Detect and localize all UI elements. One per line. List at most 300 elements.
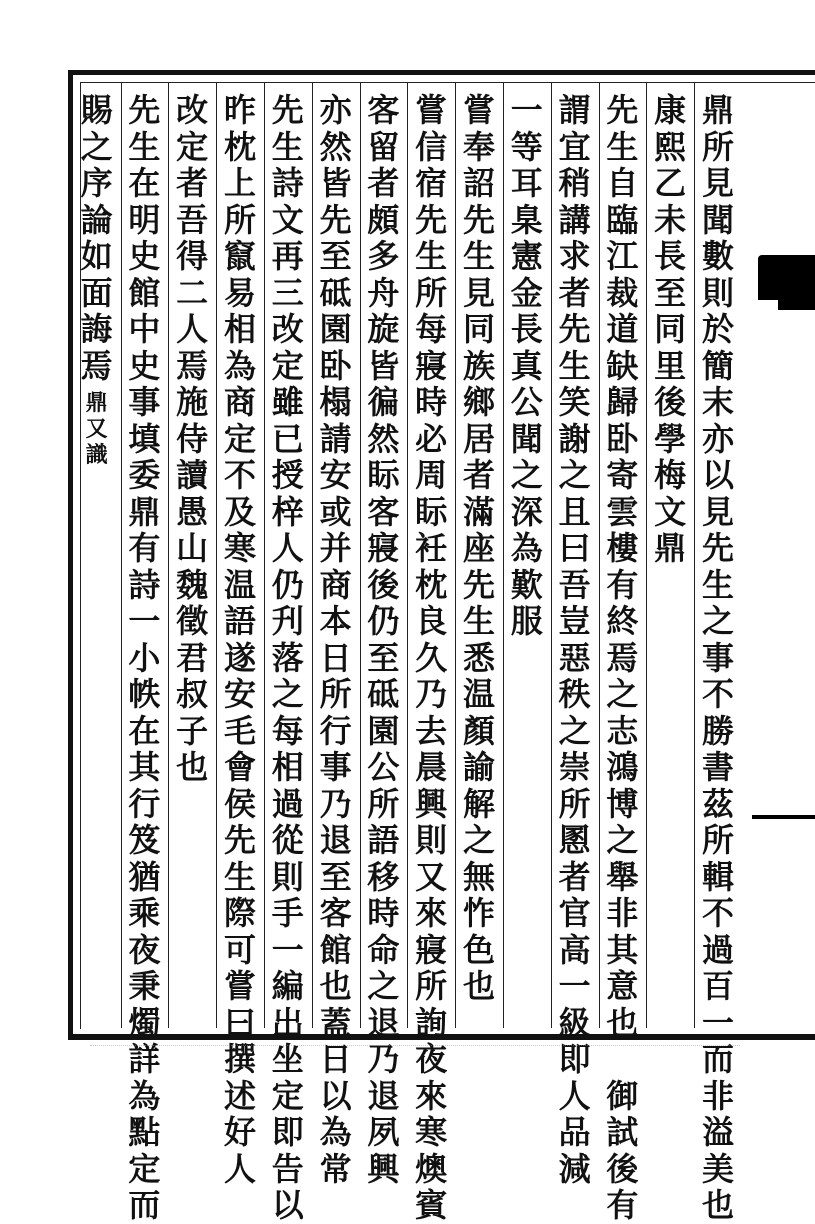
glyph: 寒	[223, 529, 256, 567]
glyph: 憲	[510, 237, 543, 275]
glyph: 點	[128, 1113, 161, 1151]
glyph: 里	[654, 346, 687, 385]
glyph: 先	[701, 529, 734, 567]
glyph: 夜	[415, 1040, 448, 1078]
glyph: 文	[654, 492, 687, 531]
glyph: 曰	[558, 529, 591, 567]
glyph: 生	[558, 346, 591, 385]
glyph: 留	[367, 127, 400, 166]
glyph: 客	[319, 894, 352, 932]
glyph: 人	[223, 1149, 256, 1188]
glyph: 砥	[367, 675, 400, 713]
glyph: 豈	[558, 602, 591, 640]
glyph: 以	[271, 1186, 304, 1224]
glyph: 蓋	[319, 1003, 352, 1042]
glyph: 而	[128, 1186, 161, 1224]
glyph: 亦	[701, 419, 734, 458]
glyph: 生	[415, 237, 448, 275]
glyph: 長	[654, 237, 687, 275]
glyph: 寢	[367, 529, 400, 567]
glyph: 夙	[367, 1113, 400, 1151]
glyph: 百	[701, 967, 734, 1005]
glyph: 乃	[415, 675, 448, 713]
glyph: 鼎	[128, 492, 161, 531]
glyph: 三	[271, 273, 304, 312]
glyph: 見	[462, 273, 495, 312]
glyph: 者	[176, 164, 209, 202]
glyph: 居	[462, 419, 495, 458]
glyph: 事	[319, 748, 352, 786]
glyph: 史	[128, 237, 161, 275]
glyph: 見	[701, 164, 734, 202]
glyph: 燭	[128, 1003, 161, 1042]
text-column-6	[458, 92, 500, 1005]
glyph: 晨	[415, 748, 448, 786]
glyph: 一	[558, 967, 591, 1005]
glyph: 臬	[510, 200, 543, 239]
text-column-10	[267, 92, 309, 1224]
glyph: 寄	[606, 456, 639, 494]
glyph: 耳	[510, 164, 543, 202]
glyph: 乘	[128, 894, 161, 932]
glyph: 吾	[558, 565, 591, 604]
glyph: 歸	[606, 383, 639, 421]
glyph: 寢	[415, 346, 448, 385]
glyph: 過	[271, 784, 304, 823]
glyph: 所	[415, 273, 448, 312]
glyph: 手	[271, 894, 304, 932]
glyph: 信	[415, 127, 448, 166]
glyph: 雖	[271, 383, 304, 421]
glyph: 生	[223, 857, 256, 896]
glyph: 本	[319, 602, 352, 640]
glyph: 者	[367, 164, 400, 202]
glyph: 過	[701, 930, 734, 969]
glyph: 或	[319, 492, 352, 531]
glyph: 先	[223, 821, 256, 859]
glyph: 末	[701, 383, 734, 421]
glyph: 再	[271, 237, 304, 275]
glyph: 多	[367, 237, 400, 275]
glyph: 級	[558, 1003, 591, 1042]
glyph: 愚	[176, 492, 209, 531]
glyph: 服	[510, 602, 543, 640]
glyph: 每	[271, 711, 304, 750]
glyph: 去	[415, 711, 448, 750]
glyph: 之	[558, 456, 591, 494]
glyph: 詔	[462, 164, 495, 202]
glyph: 之	[558, 711, 591, 750]
glyph: 帙	[128, 675, 161, 713]
glyph: 後	[606, 1149, 639, 1188]
glyph: 則	[415, 821, 448, 859]
glyph: 明	[128, 200, 161, 239]
glyph: 先	[462, 565, 495, 604]
glyph: 并	[319, 529, 352, 567]
glyph: 枕	[223, 127, 256, 166]
glyph: 然	[319, 127, 352, 166]
glyph: 然	[367, 419, 400, 458]
glyph: 人	[176, 310, 209, 348]
glyph: 先	[128, 91, 161, 129]
glyph: 卧	[606, 419, 639, 458]
glyph: 先	[319, 200, 352, 239]
glyph: 其	[128, 748, 161, 786]
glyph: 山	[176, 529, 209, 567]
column-rule	[264, 82, 265, 1028]
glyph: 美	[701, 1149, 734, 1188]
glyph: 試	[606, 1113, 639, 1151]
glyph: 魏	[176, 565, 209, 604]
column-rule	[551, 82, 552, 1028]
glyph: 乙	[654, 164, 687, 202]
glyph: 博	[606, 784, 639, 823]
glyph: 落	[271, 638, 304, 677]
glyph: 温	[462, 675, 495, 713]
glyph: 告	[271, 1149, 304, 1188]
glyph: 已	[271, 419, 304, 458]
text-column-4	[554, 92, 596, 1187]
glyph: 仍	[367, 602, 400, 640]
glyph: 興	[367, 1149, 400, 1188]
glyph: 温	[223, 565, 256, 604]
glyph: 面	[80, 273, 113, 312]
glyph: 所	[701, 821, 734, 859]
glyph: 眎	[367, 456, 400, 494]
glyph: 之	[606, 675, 639, 713]
glyph: 序	[80, 164, 113, 202]
glyph: 公	[367, 748, 400, 786]
glyph: 深	[510, 492, 543, 531]
glyph: 上	[223, 164, 256, 202]
glyph: 秩	[558, 675, 591, 713]
glyph: 皆	[319, 164, 352, 202]
glyph: 為	[223, 346, 256, 385]
glyph: 秉	[128, 967, 161, 1005]
glyph: 書	[701, 748, 734, 786]
glyph: 一	[271, 930, 304, 969]
glyph: 怍	[462, 894, 495, 932]
glyph: 乃	[319, 784, 352, 823]
glyph: 之	[462, 821, 495, 859]
glyph: 也	[176, 748, 209, 786]
glyph: 宜	[558, 127, 591, 166]
glyph: 事	[701, 638, 734, 677]
glyph: 猶	[128, 857, 161, 896]
glyph: 可	[223, 930, 256, 969]
glyph: 滿	[462, 492, 495, 531]
glyph: 者	[462, 456, 495, 494]
glyph: 客	[367, 492, 400, 531]
glyph: 子	[176, 711, 209, 750]
glyph: 宿	[415, 164, 448, 202]
scan-noise	[90, 1045, 740, 1047]
glyph: 有	[606, 1186, 639, 1224]
glyph: 至	[367, 638, 400, 677]
glyph: 舉	[606, 857, 639, 896]
glyph: 者	[558, 273, 591, 312]
signature: 鼎 又 識	[85, 390, 108, 468]
glyph: 徧	[367, 383, 400, 421]
glyph: 舟	[367, 273, 400, 312]
glyph: 行	[128, 784, 161, 823]
glyph: 謝	[558, 419, 591, 458]
glyph: 之	[80, 127, 113, 166]
glyph: 興	[415, 784, 448, 823]
glyph: 生	[128, 127, 161, 166]
glyph: 生	[701, 565, 734, 604]
glyph: 又	[415, 857, 448, 896]
glyph: 定	[223, 419, 256, 458]
glyph: 定	[128, 1149, 161, 1188]
glyph: 則	[271, 857, 304, 896]
glyph: 鴻	[606, 748, 639, 786]
glyph: 一	[510, 91, 543, 129]
glyph: 之	[701, 602, 734, 640]
text-column-9	[315, 92, 357, 1187]
glyph: 編	[271, 967, 304, 1005]
glyph: 施	[176, 383, 209, 421]
glyph: 久	[415, 638, 448, 677]
glyph: 自	[606, 164, 639, 202]
column-rule	[694, 82, 695, 1028]
glyph: 會	[223, 748, 256, 786]
glyph: 所	[223, 200, 256, 239]
glyph: 也	[462, 967, 495, 1005]
glyph: 不	[223, 456, 256, 494]
text-column-1	[697, 92, 739, 1224]
glyph: 非	[701, 1076, 734, 1115]
glyph: 生	[271, 127, 304, 166]
text-column-12	[171, 92, 213, 786]
glyph: 同	[462, 310, 495, 348]
glyph: 定	[271, 346, 304, 385]
glyph: 砥	[319, 273, 352, 312]
glyph: 聞	[510, 419, 543, 458]
glyph: 君	[176, 638, 209, 677]
text-column-8	[362, 92, 404, 1187]
glyph: 之	[367, 967, 400, 1005]
glyph: 康	[654, 91, 687, 129]
text-column-13	[123, 92, 165, 1224]
column-rule	[121, 82, 122, 1028]
glyph: 命	[367, 930, 400, 969]
text-column-11	[219, 92, 261, 1187]
fold-edge-gap	[758, 300, 778, 352]
glyph: 也	[701, 1186, 734, 1224]
glyph: 授	[271, 456, 304, 494]
glyph: 詩	[128, 565, 161, 604]
glyph: 意	[606, 967, 639, 1005]
text-column-14	[76, 92, 118, 468]
glyph: 以	[701, 456, 734, 494]
text-column-5	[506, 92, 548, 640]
glyph: 際	[223, 894, 256, 932]
glyph: 笈	[128, 821, 161, 859]
glyph: 出	[271, 1003, 304, 1042]
glyph: 之	[271, 675, 304, 713]
glyph: 至	[319, 857, 352, 896]
glyph: 先	[558, 310, 591, 348]
glyph: 簡	[701, 346, 734, 385]
glyph: 徵	[176, 602, 209, 640]
glyph: 所	[319, 675, 352, 713]
glyph: 嘗	[462, 91, 495, 129]
glyph: 鄉	[462, 383, 495, 421]
glyph: 慁	[558, 821, 591, 859]
glyph: 官	[558, 894, 591, 932]
glyph: 定	[176, 127, 209, 166]
glyph: 詩	[271, 164, 304, 202]
glyph: 笑	[558, 383, 591, 421]
glyph: 所	[558, 784, 591, 823]
glyph: 樓	[606, 529, 639, 567]
glyph: 金	[510, 273, 543, 312]
glyph: 不	[701, 675, 734, 713]
glyph: 未	[654, 200, 687, 239]
glyph: 輯	[701, 857, 734, 896]
glyph: 論	[80, 200, 113, 239]
glyph: 公	[510, 383, 543, 421]
glyph: 旋	[367, 310, 400, 348]
glyph: 亦	[319, 91, 352, 129]
glyph: 日	[319, 1040, 352, 1078]
glyph: 所	[415, 967, 448, 1005]
glyph: 座	[462, 529, 495, 567]
glyph: 族	[462, 346, 495, 385]
glyph: 即	[558, 1040, 591, 1078]
glyph: 詳	[128, 1040, 161, 1078]
glyph: 生	[606, 127, 639, 166]
column-rule	[407, 82, 408, 1028]
glyph: 述	[223, 1076, 256, 1115]
glyph: 園	[319, 310, 352, 348]
glyph: 刋	[271, 602, 304, 640]
glyph: 一	[701, 1003, 734, 1042]
glyph: 行	[319, 711, 352, 750]
text-column-3	[601, 92, 643, 1224]
fold-edge-line	[752, 815, 815, 819]
glyph: 頗	[367, 200, 400, 239]
glyph: 乃	[367, 1040, 400, 1078]
glyph: 嘗	[415, 91, 448, 129]
glyph: 裁	[606, 273, 639, 312]
glyph: 謂	[558, 91, 591, 129]
glyph: 商	[223, 383, 256, 421]
glyph: 焉	[80, 346, 113, 385]
glyph: 雲	[606, 492, 639, 531]
glyph: 商	[319, 565, 352, 604]
glyph: 志	[606, 711, 639, 750]
glyph: 定	[271, 1076, 304, 1115]
glyph: 者	[558, 857, 591, 896]
glyph: 嘗	[223, 967, 256, 1005]
glyph: 館	[128, 273, 161, 312]
glyph: 梓	[271, 492, 304, 531]
glyph: 先	[606, 91, 639, 129]
glyph: 良	[415, 602, 448, 640]
column-rule	[503, 82, 504, 1028]
glyph: 語	[223, 602, 256, 640]
glyph: 必	[415, 419, 448, 458]
glyph: 稍	[558, 164, 591, 202]
glyph: 安	[223, 675, 256, 713]
glyph: 如	[80, 237, 113, 275]
glyph: 道	[606, 310, 639, 348]
glyph: 先	[415, 200, 448, 239]
glyph: 也	[319, 967, 352, 1005]
glyph: 即	[271, 1113, 304, 1151]
glyph: 諭	[462, 748, 495, 786]
glyph: 侍	[176, 419, 209, 458]
glyph: 填	[128, 419, 161, 458]
glyph: 高	[558, 930, 591, 969]
glyph: 數	[701, 237, 734, 275]
glyph: 撰	[223, 1040, 256, 1078]
glyph: 遂	[223, 638, 256, 677]
glyph: 榻	[319, 383, 352, 421]
glyph: 為	[128, 1076, 161, 1115]
glyph: 鼎	[701, 91, 734, 129]
glyph: 非	[606, 894, 639, 932]
glyph: 坐	[271, 1040, 304, 1078]
glyph: 來	[415, 894, 448, 932]
glyph: 熙	[654, 127, 687, 166]
glyph: 卧	[319, 346, 352, 385]
glyph: 衽	[415, 529, 448, 567]
glyph: 在	[128, 711, 161, 750]
glyph: 易	[223, 273, 256, 312]
glyph: 求	[558, 237, 591, 275]
glyph: 從	[271, 821, 304, 859]
glyph: 生	[462, 602, 495, 640]
glyph: 燠	[415, 1149, 448, 1188]
glyph: 枕	[415, 565, 448, 604]
glyph: 讀	[176, 456, 209, 494]
glyph: 焉	[606, 638, 639, 677]
glyph: 鼎	[654, 529, 687, 567]
glyph: 園	[367, 711, 400, 750]
glyph: 日	[319, 638, 352, 677]
glyph: 於	[701, 310, 734, 348]
glyph: 所	[701, 127, 734, 166]
glyph: 至	[319, 237, 352, 275]
glyph: 好	[223, 1113, 256, 1151]
glyph: 安	[319, 456, 352, 494]
column-rule	[312, 82, 313, 1028]
glyph: 竄	[223, 237, 256, 275]
column-rule	[646, 82, 647, 1028]
glyph: 在	[128, 164, 161, 202]
glyph: 常	[319, 1149, 352, 1188]
glyph: 賓	[415, 1186, 448, 1224]
glyph: 則	[701, 273, 734, 312]
column-rule	[360, 82, 361, 1028]
glyph: 委	[128, 456, 161, 494]
glyph: 惡	[558, 638, 591, 677]
glyph: 色	[462, 930, 495, 969]
column-rule	[168, 82, 169, 1028]
glyph: 見	[701, 492, 734, 531]
glyph: 終	[606, 602, 639, 640]
glyph: 時	[367, 894, 400, 932]
glyph: 無	[462, 857, 495, 896]
glyph: 聞	[701, 200, 734, 239]
glyph: 館	[319, 930, 352, 969]
glyph: 中	[128, 310, 161, 348]
glyph: 得	[176, 237, 209, 275]
column-rule	[216, 82, 217, 1028]
